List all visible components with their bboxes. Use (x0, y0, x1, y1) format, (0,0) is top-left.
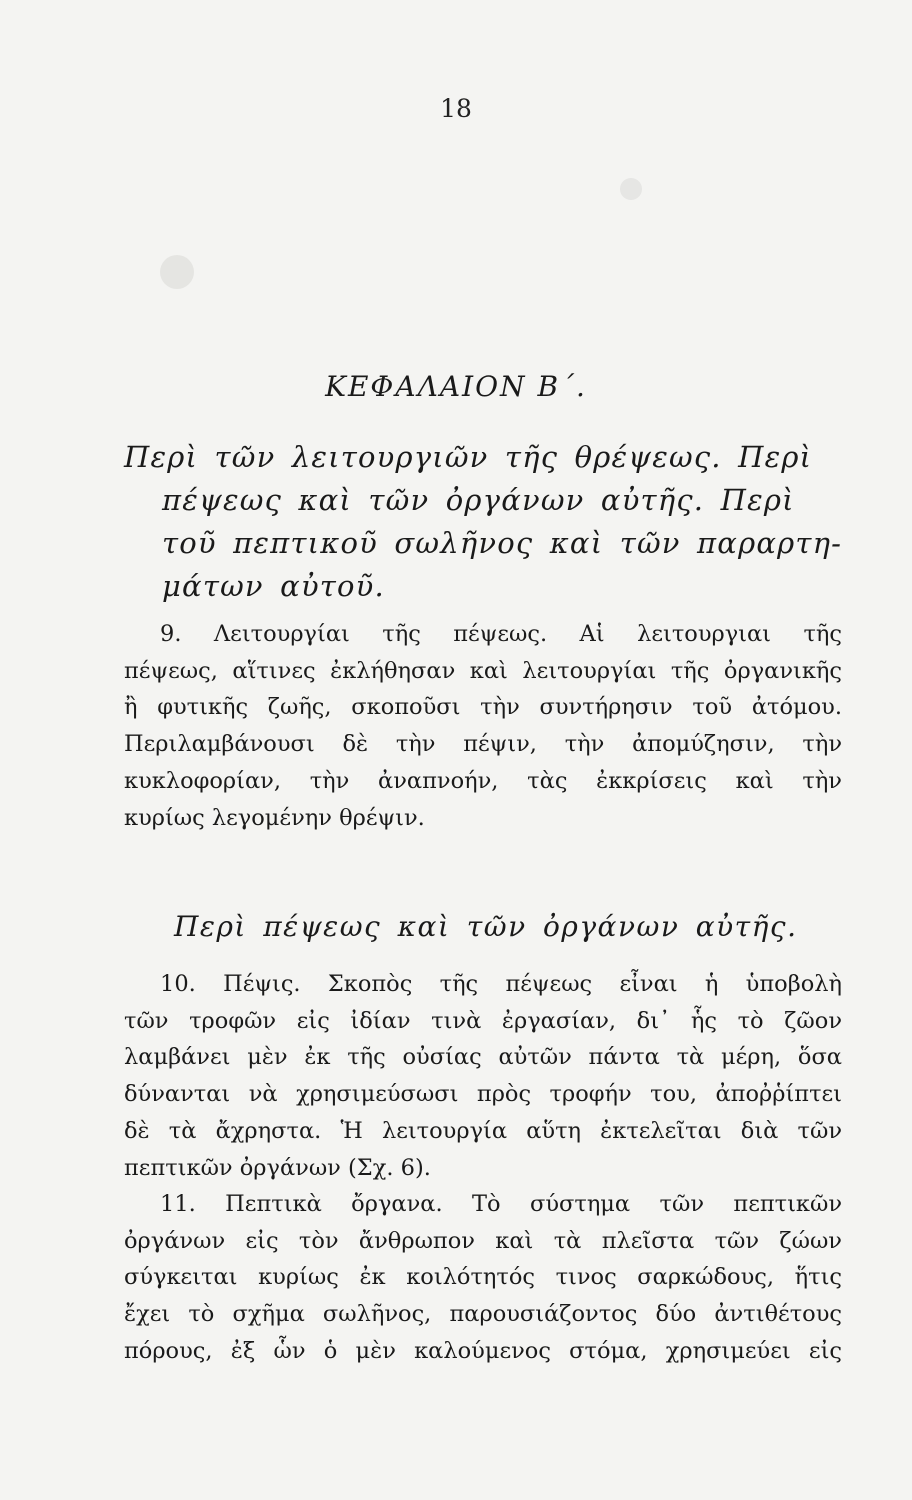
text-line: τῶν τροφῶν εἰς ἰδίαν τινὰ ἐργασίαν, δι᾽ ἧς τὸ ζῶον (124, 1007, 842, 1034)
text-line: λαμβάνει μὲν ἐκ τῆς οὐσίας αὐτῶν πάντα τὰ μέρη, ὅσα (124, 1044, 842, 1071)
chapter-heading-line: τοῦ πεπτικοῦ σωλῆνος καὶ τῶν παραρτη- (162, 526, 843, 560)
text-line: ἢ φυτικῆς ζωῆς, σκοποῦσι τὴν συντήρησιν τοῦ ἀτόμου. (124, 694, 842, 721)
paragraph-10 (124, 966, 842, 1186)
text-line: 11. Πεπτικὰ ὄργανα. Τὸ σύστημα τῶν πεπτικῶν (160, 1191, 842, 1217)
text-line: πεπτικῶν ὀργάνων (Σχ. 6). (124, 1154, 431, 1181)
page-number: 18 (440, 94, 472, 123)
text-line: δύνανται νὰ χρησιμεύσωσι πρὸς τροφήν του, ἀποῤῥίπτει (124, 1081, 842, 1108)
chapter-heading-line: πέψεως καὶ τῶν ὀργάνων αὐτῆς. Περὶ (162, 483, 795, 517)
chapter-heading-line: μάτων αὐτοῦ. (162, 569, 385, 603)
text-line: πέψεως, αἵτινες ἐκλήθησαν καὶ λειτουργίαι τῆς ὀργανικῆς (124, 657, 842, 684)
text-line: κυρίως λεγομένην θρέψιν. (124, 804, 425, 831)
chapter-heading (124, 436, 843, 608)
text-line: ἔχει τὸ σχῆμα σωλῆνος, παρουσιάζοντος δύο ἀντιθέτους (124, 1301, 842, 1328)
text-line: 10. Πέψις. Σκοπὸς τῆς πέψεως εἶναι ἡ ὑποβολὴ (160, 971, 842, 997)
paper-stain (620, 178, 642, 200)
text-line: σύγκειται κυρίως ἐκ κοιλότητός τινος σαρκώδους, ἥτις (124, 1264, 842, 1291)
text-line: πόρους, ἐξ ὧν ὁ μὲν καλούμενος στόμα, χρησιμεύει εἰς (124, 1337, 842, 1364)
paragraph-9 (124, 616, 842, 836)
paragraph-11 (124, 1186, 842, 1370)
text-line: δὲ τὰ ἄχρηστα. Ἡ λειτουργία αὕτη ἐκτελεῖται διὰ τῶν (124, 1117, 842, 1144)
chapter-heading-line: Περὶ τῶν λειτουργιῶν τῆς θρέψεως. Περὶ (124, 440, 813, 474)
text-line: ὀργάνων εἰς τὸν ἄνθρωπον καὶ τὰ πλεῖστα τῶν ζώων (124, 1227, 842, 1254)
chapter-title: ΚΕΦΑΛΑΙΟΝ Β΄. (325, 370, 587, 403)
text-line: κυκλοφορίαν, τὴν ἀναπνοήν, τὰς ἐκκρίσεις καὶ τὴν (124, 767, 842, 794)
paper-stain (160, 255, 194, 289)
text-line: Περιλαμβάνουσι δὲ τὴν πέψιν, τὴν ἀπομύζησιν, τὴν (124, 731, 842, 758)
section-heading: Περὶ πέψεως καὶ τῶν ὀργάνων αὐτῆς. (174, 910, 798, 943)
text-line: 9. Λειτουργίαι τῆς πέψεως. Αἱ λειτουργιαι τῆς (160, 621, 842, 647)
